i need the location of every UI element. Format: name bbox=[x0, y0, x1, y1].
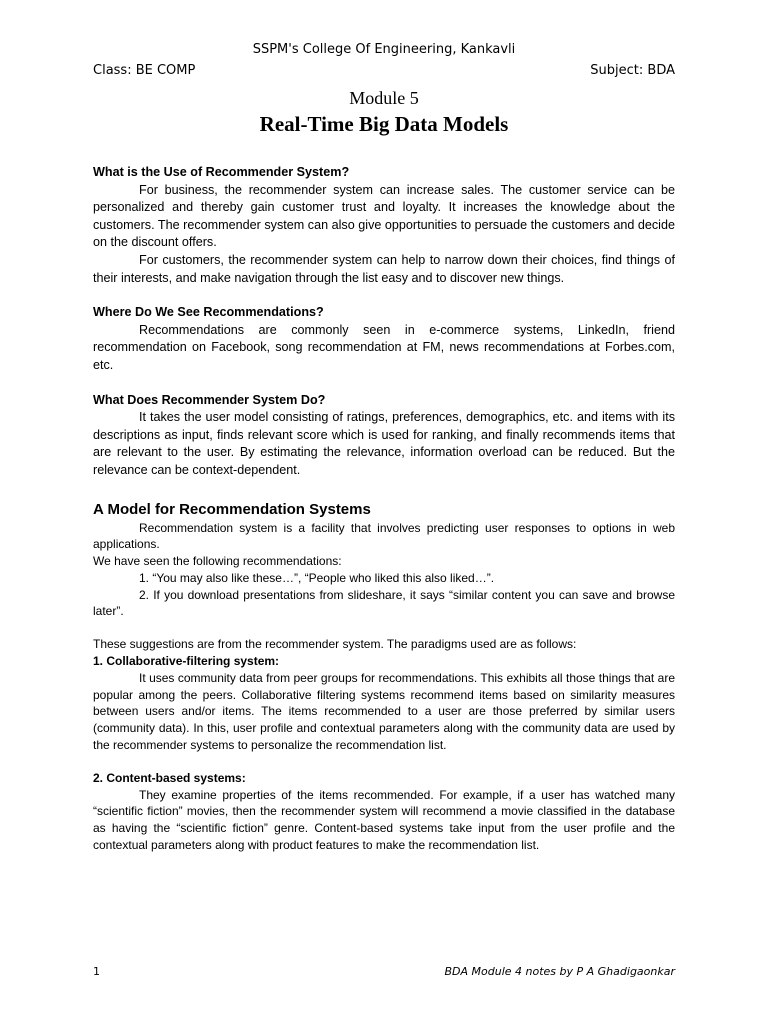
college-name: SSPM's College Of Engineering, Kankavli bbox=[252, 42, 516, 57]
document-body bbox=[93, 164, 675, 854]
section-heading-use: What is the Use of Recommender System? bbox=[93, 165, 350, 179]
list-item: 1. “You may also like these…”, “People who liked this also liked…”. bbox=[139, 570, 495, 585]
section-heading-model: A Model for Recommendation Systems bbox=[93, 500, 371, 518]
paragraph: We have seen the following recommendations: bbox=[93, 554, 342, 569]
page-number: 1 bbox=[93, 965, 100, 978]
section-heading-what: What Does Recommender System Do? bbox=[93, 392, 326, 407]
author-note: BDA Module 4 notes by P A Ghadigaonkar bbox=[444, 965, 675, 978]
paragraph: Recommendations are commonly seen in e-commerce systems, LinkedIn, friend recommendation on Facebook, song recommendation at FM, news recommendations at Forbes.com, etc. bbox=[93, 322, 675, 372]
paragraph: These suggestions are from the recommender system. The paradigms used are as follows: bbox=[93, 637, 577, 652]
subject-label: Subject: BDA bbox=[590, 63, 675, 78]
module-number: Module 5 bbox=[349, 88, 419, 108]
subheading-collaborative: 1. Collaborative-filtering system: bbox=[93, 654, 280, 669]
section-heading-where: Where Do We See Recommendations? bbox=[93, 305, 324, 320]
subheading-content-based: 2. Content-based systems: bbox=[93, 770, 246, 785]
list-item: 2. If you download presentations from slideshare, it says “similar content you can save and browse later”. bbox=[93, 587, 675, 619]
paragraph: For business, the recommender system can increase sales. The customer service can be personalized and thereby gain customer trust and loyalty. It increases the knowledge about the customers. The recommender system can also give opportunities to persuade the customers and decide on the discount offers. bbox=[93, 182, 675, 250]
paragraph: They examine properties of the items recommended. For example, if a user has watched many “scientific fiction” movies, then the recommender system will recommend a movie classified in the database as having the “scientific fiction” genre. Content-based systems take input from the user profile and the contextual parameters along with product features to make the recommendation list. bbox=[93, 787, 675, 853]
paragraph: It takes the user model consisting of ratings, preferences, demographics, etc. and items with its descriptions as input, finds relevant score which is used for ranking, and finally recommends items that are relevant to the user. By estimating the relevance, information overload can be reduced. But the relevance can be context-dependent. bbox=[93, 410, 675, 477]
model-section-body bbox=[93, 520, 675, 854]
paragraph: It uses community data from peer groups for recommendations. This exhibits all those things that are popular among the peers. Collaborative filtering systems recommend items based on similarity measures between users and/or items. The items recommended to a user are those preferred by similar users (community data). In this, user profile and contextual parameters along with the community data are used by the recommender systems to personalize the recommendation list. bbox=[93, 670, 675, 753]
page-footer bbox=[93, 965, 675, 978]
class-subject-line bbox=[93, 63, 675, 78]
module-title: Real-Time Big Data Models bbox=[259, 112, 509, 136]
class-label: Class: BE COMP bbox=[93, 63, 196, 78]
paragraph: Recommendation system is a facility that involves predicting user responses to options in web applications. bbox=[93, 520, 675, 552]
paragraph: For customers, the recommender system can help to narrow down their choices, find things of their interests, and make navigation through the list easy and to discover new things. bbox=[93, 252, 675, 285]
